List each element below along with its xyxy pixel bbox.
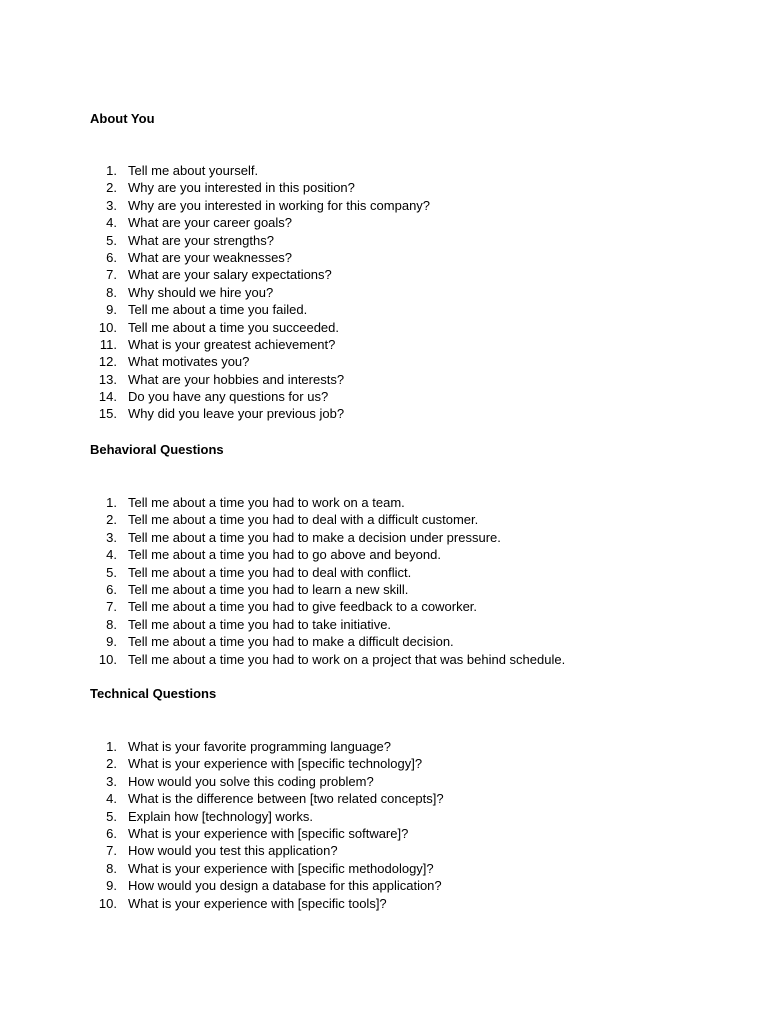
question-number: 8. xyxy=(106,860,117,876)
question-text: How would you solve this coding problem? xyxy=(128,773,374,789)
question-text: Tell me about a time you had to deal with a difficult customer. xyxy=(128,512,479,528)
question-number: 8. xyxy=(106,616,117,632)
question-number: 12. xyxy=(98,354,117,370)
question-number: 10. xyxy=(98,651,117,667)
question-text: Tell me about a time you had to learn a new skill. xyxy=(128,581,409,597)
question-text: Tell me about a time you had to go above and beyond. xyxy=(128,547,441,563)
question-number: 5. xyxy=(106,564,117,580)
question-number: 6. xyxy=(106,581,117,597)
question-text: Tell me about a time you had to work on a team. xyxy=(128,495,405,510)
question-item xyxy=(90,301,730,318)
question-text: How would you design a database for this application? xyxy=(128,878,442,894)
question-item xyxy=(90,232,730,249)
question-item xyxy=(90,546,730,563)
question-number: 3. xyxy=(106,529,117,545)
question-item xyxy=(90,511,730,528)
question-number: 3. xyxy=(106,197,117,213)
question-list-behavioral xyxy=(90,494,730,668)
question-text: What is your experience with [specific software]? xyxy=(128,825,409,841)
section-behavioral-questions xyxy=(90,442,730,667)
question-text: How would you test this application? xyxy=(128,843,338,859)
question-number: 10. xyxy=(98,895,117,911)
question-text: What is your experience with [specific methodology]? xyxy=(128,860,434,876)
question-text: What is your favorite programming language? xyxy=(128,739,392,754)
question-number: 13. xyxy=(98,371,117,387)
question-number: 5. xyxy=(106,232,117,248)
question-item xyxy=(90,388,730,405)
question-text: Tell me about a time you had to make a decision under pressure. xyxy=(128,529,501,545)
question-text: What are your weaknesses? xyxy=(128,249,293,265)
question-item xyxy=(90,755,730,772)
question-text: Tell me about a time you had to work on a project that was behind schedule. xyxy=(128,651,566,667)
question-item xyxy=(90,860,730,877)
question-text: What motivates you? xyxy=(128,354,250,370)
question-number: 4. xyxy=(106,547,117,563)
question-item xyxy=(90,179,730,196)
question-item xyxy=(90,319,730,336)
question-number: 9. xyxy=(106,878,117,894)
question-item xyxy=(90,494,730,511)
question-number: 9. xyxy=(106,302,117,318)
question-item xyxy=(90,336,730,353)
question-item xyxy=(90,353,730,370)
question-item xyxy=(90,773,730,790)
question-list-technical xyxy=(90,738,730,912)
question-number: 9. xyxy=(106,634,117,650)
question-number: 7. xyxy=(106,267,117,283)
question-text: Why did you leave your previous job? xyxy=(128,406,345,422)
question-item xyxy=(90,162,730,179)
question-item xyxy=(90,266,730,283)
question-text: Tell me about a time you had to take initiative. xyxy=(128,616,392,632)
question-number: 3. xyxy=(106,773,117,789)
question-number: 6. xyxy=(106,249,117,265)
section-heading-behavioral-questions: Behavioral Questions xyxy=(90,442,224,457)
question-item xyxy=(90,249,730,266)
question-item xyxy=(90,808,730,825)
question-item xyxy=(90,790,730,807)
question-text: What is your greatest achievement? xyxy=(128,336,336,352)
question-number: 11. xyxy=(99,336,117,352)
question-number: 8. xyxy=(106,284,117,300)
question-item xyxy=(90,895,730,912)
question-text: Do you have any questions for us? xyxy=(128,389,329,405)
question-number: 10. xyxy=(98,319,117,335)
question-number: 4. xyxy=(106,215,117,231)
question-text: What is your experience with [specific technology]? xyxy=(128,756,423,772)
question-item xyxy=(90,598,730,615)
question-item xyxy=(90,284,730,301)
question-number: 6. xyxy=(106,825,117,841)
question-number: 1. xyxy=(106,495,117,510)
question-item xyxy=(90,529,730,546)
question-number: 1. xyxy=(106,739,117,754)
question-item xyxy=(90,371,730,388)
question-item xyxy=(90,633,730,650)
question-item xyxy=(90,877,730,894)
question-number: 2. xyxy=(106,512,117,528)
question-number: 14. xyxy=(98,389,117,405)
question-item xyxy=(90,405,730,422)
question-text: Tell me about a time you had to give feedback to a coworker. xyxy=(128,599,478,615)
question-item xyxy=(90,616,730,633)
section-technical-questions xyxy=(90,686,730,911)
question-text: Explain how [technology] works. xyxy=(128,808,313,824)
section-about-you xyxy=(90,111,730,422)
question-text: Why are you interested in this position? xyxy=(128,180,355,196)
question-item xyxy=(90,738,730,755)
question-text: What are your career goals? xyxy=(128,215,293,231)
question-text: Tell me about a time you failed. xyxy=(128,302,308,318)
question-number: 4. xyxy=(106,791,117,807)
question-item xyxy=(90,842,730,859)
question-item xyxy=(90,825,730,842)
question-text: What are your salary expectations? xyxy=(128,267,332,283)
question-item xyxy=(90,214,730,231)
question-text: Why should we hire you? xyxy=(128,284,274,300)
question-text: Tell me about a time you succeeded. xyxy=(128,319,340,335)
question-number: 7. xyxy=(106,599,117,615)
question-text: Tell me about a time you had to make a difficult decision. xyxy=(128,634,454,650)
question-text: What is the difference between [two related concepts]? xyxy=(128,791,444,807)
question-text: What are your strengths? xyxy=(128,232,274,248)
question-text: What is your experience with [specific tools]? xyxy=(128,895,387,911)
question-number: 2. xyxy=(106,756,117,772)
section-heading-technical-questions: Technical Questions xyxy=(90,686,217,701)
question-text: What are your hobbies and interests? xyxy=(128,371,345,387)
question-number: 5. xyxy=(106,808,117,824)
question-number: 2. xyxy=(106,180,117,196)
question-number: 7. xyxy=(106,843,117,859)
question-item xyxy=(90,651,730,668)
question-item xyxy=(90,581,730,598)
question-list-about-you xyxy=(90,162,730,423)
question-text: Tell me about yourself. xyxy=(128,163,259,178)
question-item xyxy=(90,197,730,214)
question-text: Why are you interested in working for this company? xyxy=(128,197,431,213)
question-number: 15. xyxy=(98,406,117,422)
section-heading-about-you: About You xyxy=(90,111,155,126)
question-number: 1. xyxy=(106,163,117,178)
question-text: Tell me about a time you had to deal with conflict. xyxy=(128,564,412,580)
question-item xyxy=(90,564,730,581)
